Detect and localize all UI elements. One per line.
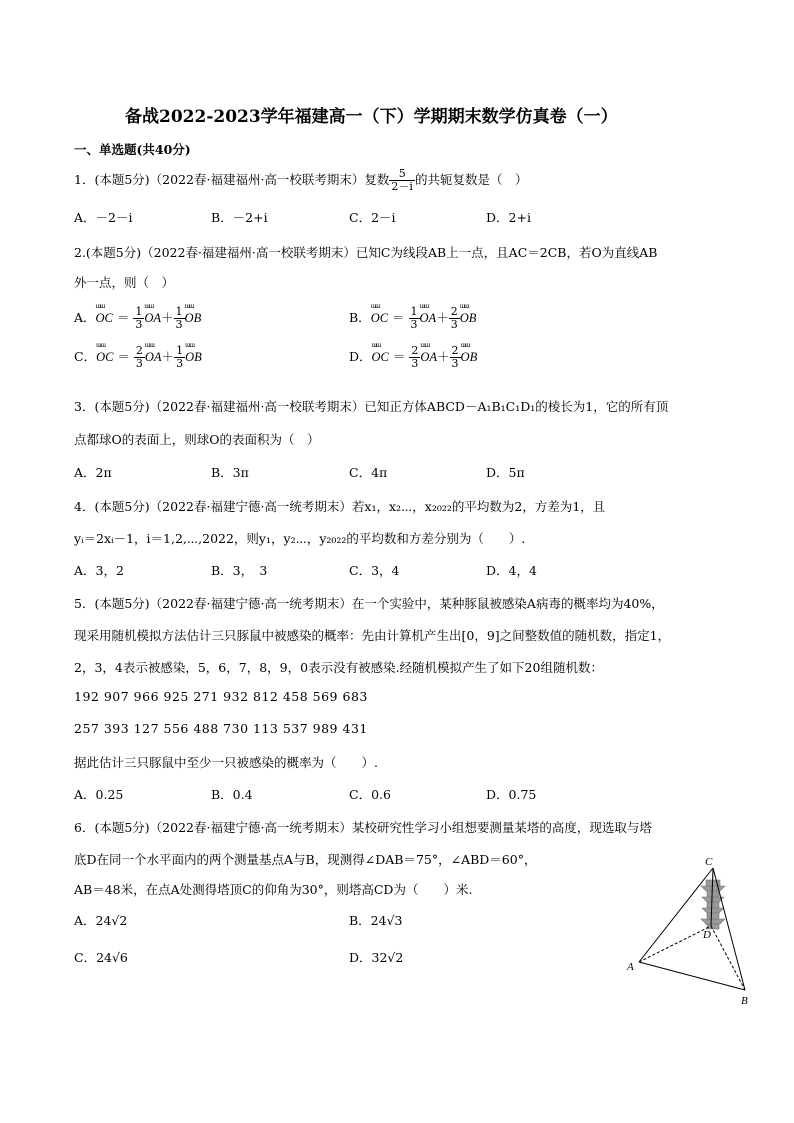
q6-stem-line2: 底D在同一个水平面内的两个测量基点A与B，现测得∠DAB＝75°，∠ABD＝60°， [74,852,537,867]
q6-option-c[interactable]: C．24√6 [74,950,128,965]
q6-option-a[interactable]: A．24√2 [74,913,128,928]
q3-option-d[interactable]: D．5π [486,465,525,480]
q5-option-a[interactable]: A．0.25 [74,787,124,802]
q4-option-b[interactable]: B．3， 3 [211,563,268,578]
q5-stem-line4: 据此估计三只豚鼠中至少一只被感染的概率为（ ）. [74,755,378,770]
q1-stem: 1．(本题5分)（2022春·福建福州·高一校联考期末）复数 [74,172,390,187]
point-b-label: B [741,995,748,1007]
point-a-label: A [627,961,634,973]
q5-random-numbers-row1: 192 907 966 925 271 932 812 458 569 683 [74,689,368,704]
q3-stem-line1: 3．(本题5分)（2022春·福建福州·高一校联考期末）已知正方体ABCD－A₁B₁C₁D₁的棱长为1，它的所有顶 [74,399,669,414]
q6-option-b[interactable]: B．24√3 [349,913,403,928]
q5-stem-line1: 5．(本题5分)（2022春·福建宁德·高一统考期末）在一个实验中，某种豚鼠被感染A病毒的概率均为40%， [74,596,664,611]
q3-option-a[interactable]: A．2π [74,465,112,480]
q2-option-a[interactable]: A． ɯɯ OC ＝ $\frac{1}{3}$ ɯɯ OA＋ $\frac{1}{3}$ ɯɯ OB [74,302,202,331]
q1-option-a[interactable]: A．－2－i [74,210,133,225]
q4-option-d[interactable]: D．4，4 [486,563,537,578]
question-1 [74,168,527,193]
q5-option-c[interactable]: C．0.6 [349,787,391,802]
q6-stem-line3: AB＝48米，在点A处测得塔顶C的仰角为30°，则塔高CD为（ ）米. [74,882,473,897]
q2-option-b[interactable]: B． ɯɯ OC ＝ $\frac{1}{3}$ ɯɯ OA＋ $\frac{2}{3}$ ɯɯ OB [349,302,477,331]
point-d-label: D [703,929,711,941]
q2-option-d[interactable]: D． ɯɯ OC ＝ $\frac{2}{3}$ ɯɯ OA＋ $\frac{2}{3}$ ɯɯ OB [349,341,478,370]
q1-option-b[interactable]: B．－2+i [211,210,268,225]
q6-stem-line1: 6．(本题5分)（2022春·福建宁德·高一统考期末）某校研究性学习小组想要测量某塔的高度，现选取与塔 [74,820,652,835]
q5-stem-line2: 现采用随机模拟方法估计三只豚鼠中被感染的概率：先由计算机产生出[0，9]之间整数值的随机数，指定1， [74,628,671,643]
q2-stem-line2: 外一点，则（ ） [74,275,175,290]
page-title: 备战2022-2023学年福建高一（下）学期期末数学仿真卷（一） [125,107,618,127]
q2-option-c[interactable]: C． ɯɯ OC ＝ $\frac{2}{3}$ ɯɯ OA＋ $\frac{1}{3}$ ɯɯ OB [74,341,202,370]
q5-option-d[interactable]: D．0.75 [486,787,537,802]
tower-geometry-figure [615,850,765,1010]
section-heading: 一、单选题(共40分) [74,142,191,157]
q5-stem-line3: 2，3，4表示被感染，5，6，7，8，9，0表示没有被感染.经随机模拟产生了如下20组随机数： [74,660,603,675]
q1-stem-tail: 的共轭复数是（ ） [414,172,528,187]
q3-option-c[interactable]: C．4π [349,465,388,480]
q1-option-d[interactable]: D．2+i [486,210,531,225]
q5-random-numbers-row2: 257 393 127 556 488 730 113 537 989 431 [74,721,368,736]
q2-stem-line1: 2.(本题5分)（2022春·福建福州·高一校联考期末）已知C为线段AB上一点，且AC＝2CB，若O为直线AB [74,245,658,260]
q3-stem-line2: 点都球O的表面上，则球O的表面积为（ ） [74,432,320,447]
q1-fraction: $\frac{5}{2-i}$ [391,167,413,193]
q4-option-a[interactable]: A．3，2 [74,563,124,578]
q1-option-c[interactable]: C．2－i [349,210,396,225]
q3-option-b[interactable]: B．3π [211,465,249,480]
point-c-label: C [705,856,713,868]
q5-option-b[interactable]: B．0.4 [211,787,253,802]
q6-option-d[interactable]: D．32√2 [349,950,404,965]
q4-stem-line1: 4．(本题5分)（2022春·福建宁德·高一统考期末）若x₁，x₂⋯，x₂₀₂₂的平均数为2，方差为1，且 [74,499,606,514]
q4-stem-line2: yᵢ＝2xᵢ－1，i＝1,2,⋯,2022，则y₁，y₂⋯，y₂₀₂₂的平均数和方差分别为（ ）. [74,531,526,546]
q4-option-c[interactable]: C．3，4 [349,563,400,578]
